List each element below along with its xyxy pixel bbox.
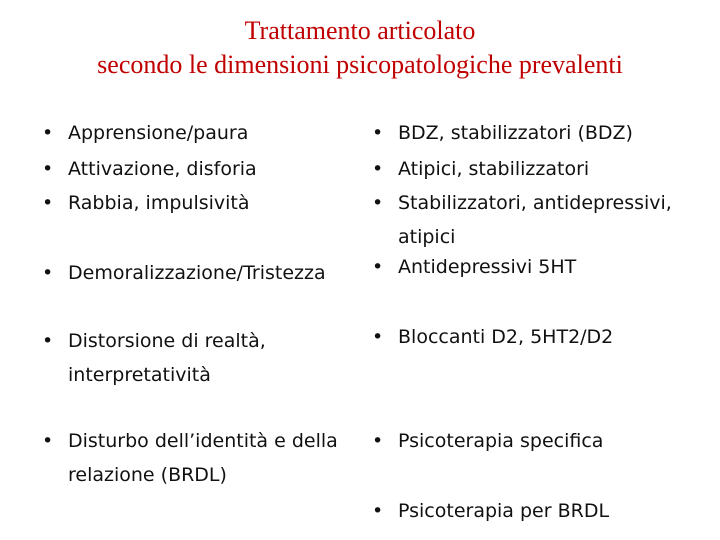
right-item-text: Antidepressivi 5HT	[398, 256, 577, 278]
right-item-text: Bloccanti D2, 5HT2/D2	[398, 326, 614, 348]
right-list-item-bdz	[358, 116, 708, 150]
right-list-item-psicoterapia-specifica	[358, 424, 708, 458]
right-item-text: Atipici, stabilizzatori	[398, 158, 590, 180]
right-item-text: Psicoterapia specifica	[398, 430, 604, 452]
left-item-text: Disturbo dell’identità e della relazione (BRDL)	[68, 430, 338, 486]
left-list-item-rabbia	[28, 186, 348, 220]
right-list-item-antidepressivi	[358, 250, 708, 284]
bullet-icon: •	[372, 430, 384, 452]
left-list-item-attivazione	[28, 152, 348, 186]
bullet-icon: •	[42, 430, 54, 452]
left-list-item-demoralizzazione	[28, 256, 348, 290]
bullet-icon: •	[372, 192, 384, 214]
slide-title	[0, 14, 720, 82]
bullet-icon: •	[42, 158, 54, 180]
title-line-1: Trattamento articolato	[244, 16, 476, 45]
left-list-item-disturbo-identita	[28, 424, 348, 492]
left-item-text: Apprensione/paura	[68, 122, 249, 144]
bullet-icon: •	[42, 330, 54, 352]
bullet-icon: •	[42, 262, 54, 284]
bullet-icon: •	[372, 158, 384, 180]
bullet-icon: •	[372, 326, 384, 348]
right-item-text: Psicoterapia per BRDL	[398, 500, 610, 522]
right-list-item-bloccanti	[358, 320, 708, 354]
bullet-icon: •	[372, 122, 384, 144]
left-item-text: Distorsione di realtà, interpretatività	[68, 330, 266, 386]
left-item-text: Rabbia, impulsività	[68, 192, 250, 214]
bullet-icon: •	[42, 192, 54, 214]
right-list-item-atipici	[358, 152, 708, 186]
bullet-icon: •	[372, 500, 384, 522]
right-list-item-stabilizzatori	[358, 186, 708, 254]
right-item-text: BDZ, stabilizzatori (BDZ)	[398, 122, 633, 144]
title-line-2: secondo le dimensioni psicopatologiche prevalenti	[97, 50, 623, 79]
left-item-text: Demoralizzazione/Tristezza	[68, 262, 326, 284]
bullet-icon: •	[42, 122, 54, 144]
left-list-item-apprensione	[28, 116, 348, 150]
left-list-item-distorsione	[28, 324, 348, 392]
left-item-text: Attivazione, disforia	[68, 158, 257, 180]
bullet-icon: •	[372, 256, 384, 278]
right-list-item-psicoterapia-brdl	[358, 494, 708, 528]
right-item-text: Stabilizzatori, antidepressivi, atipici	[398, 192, 672, 248]
